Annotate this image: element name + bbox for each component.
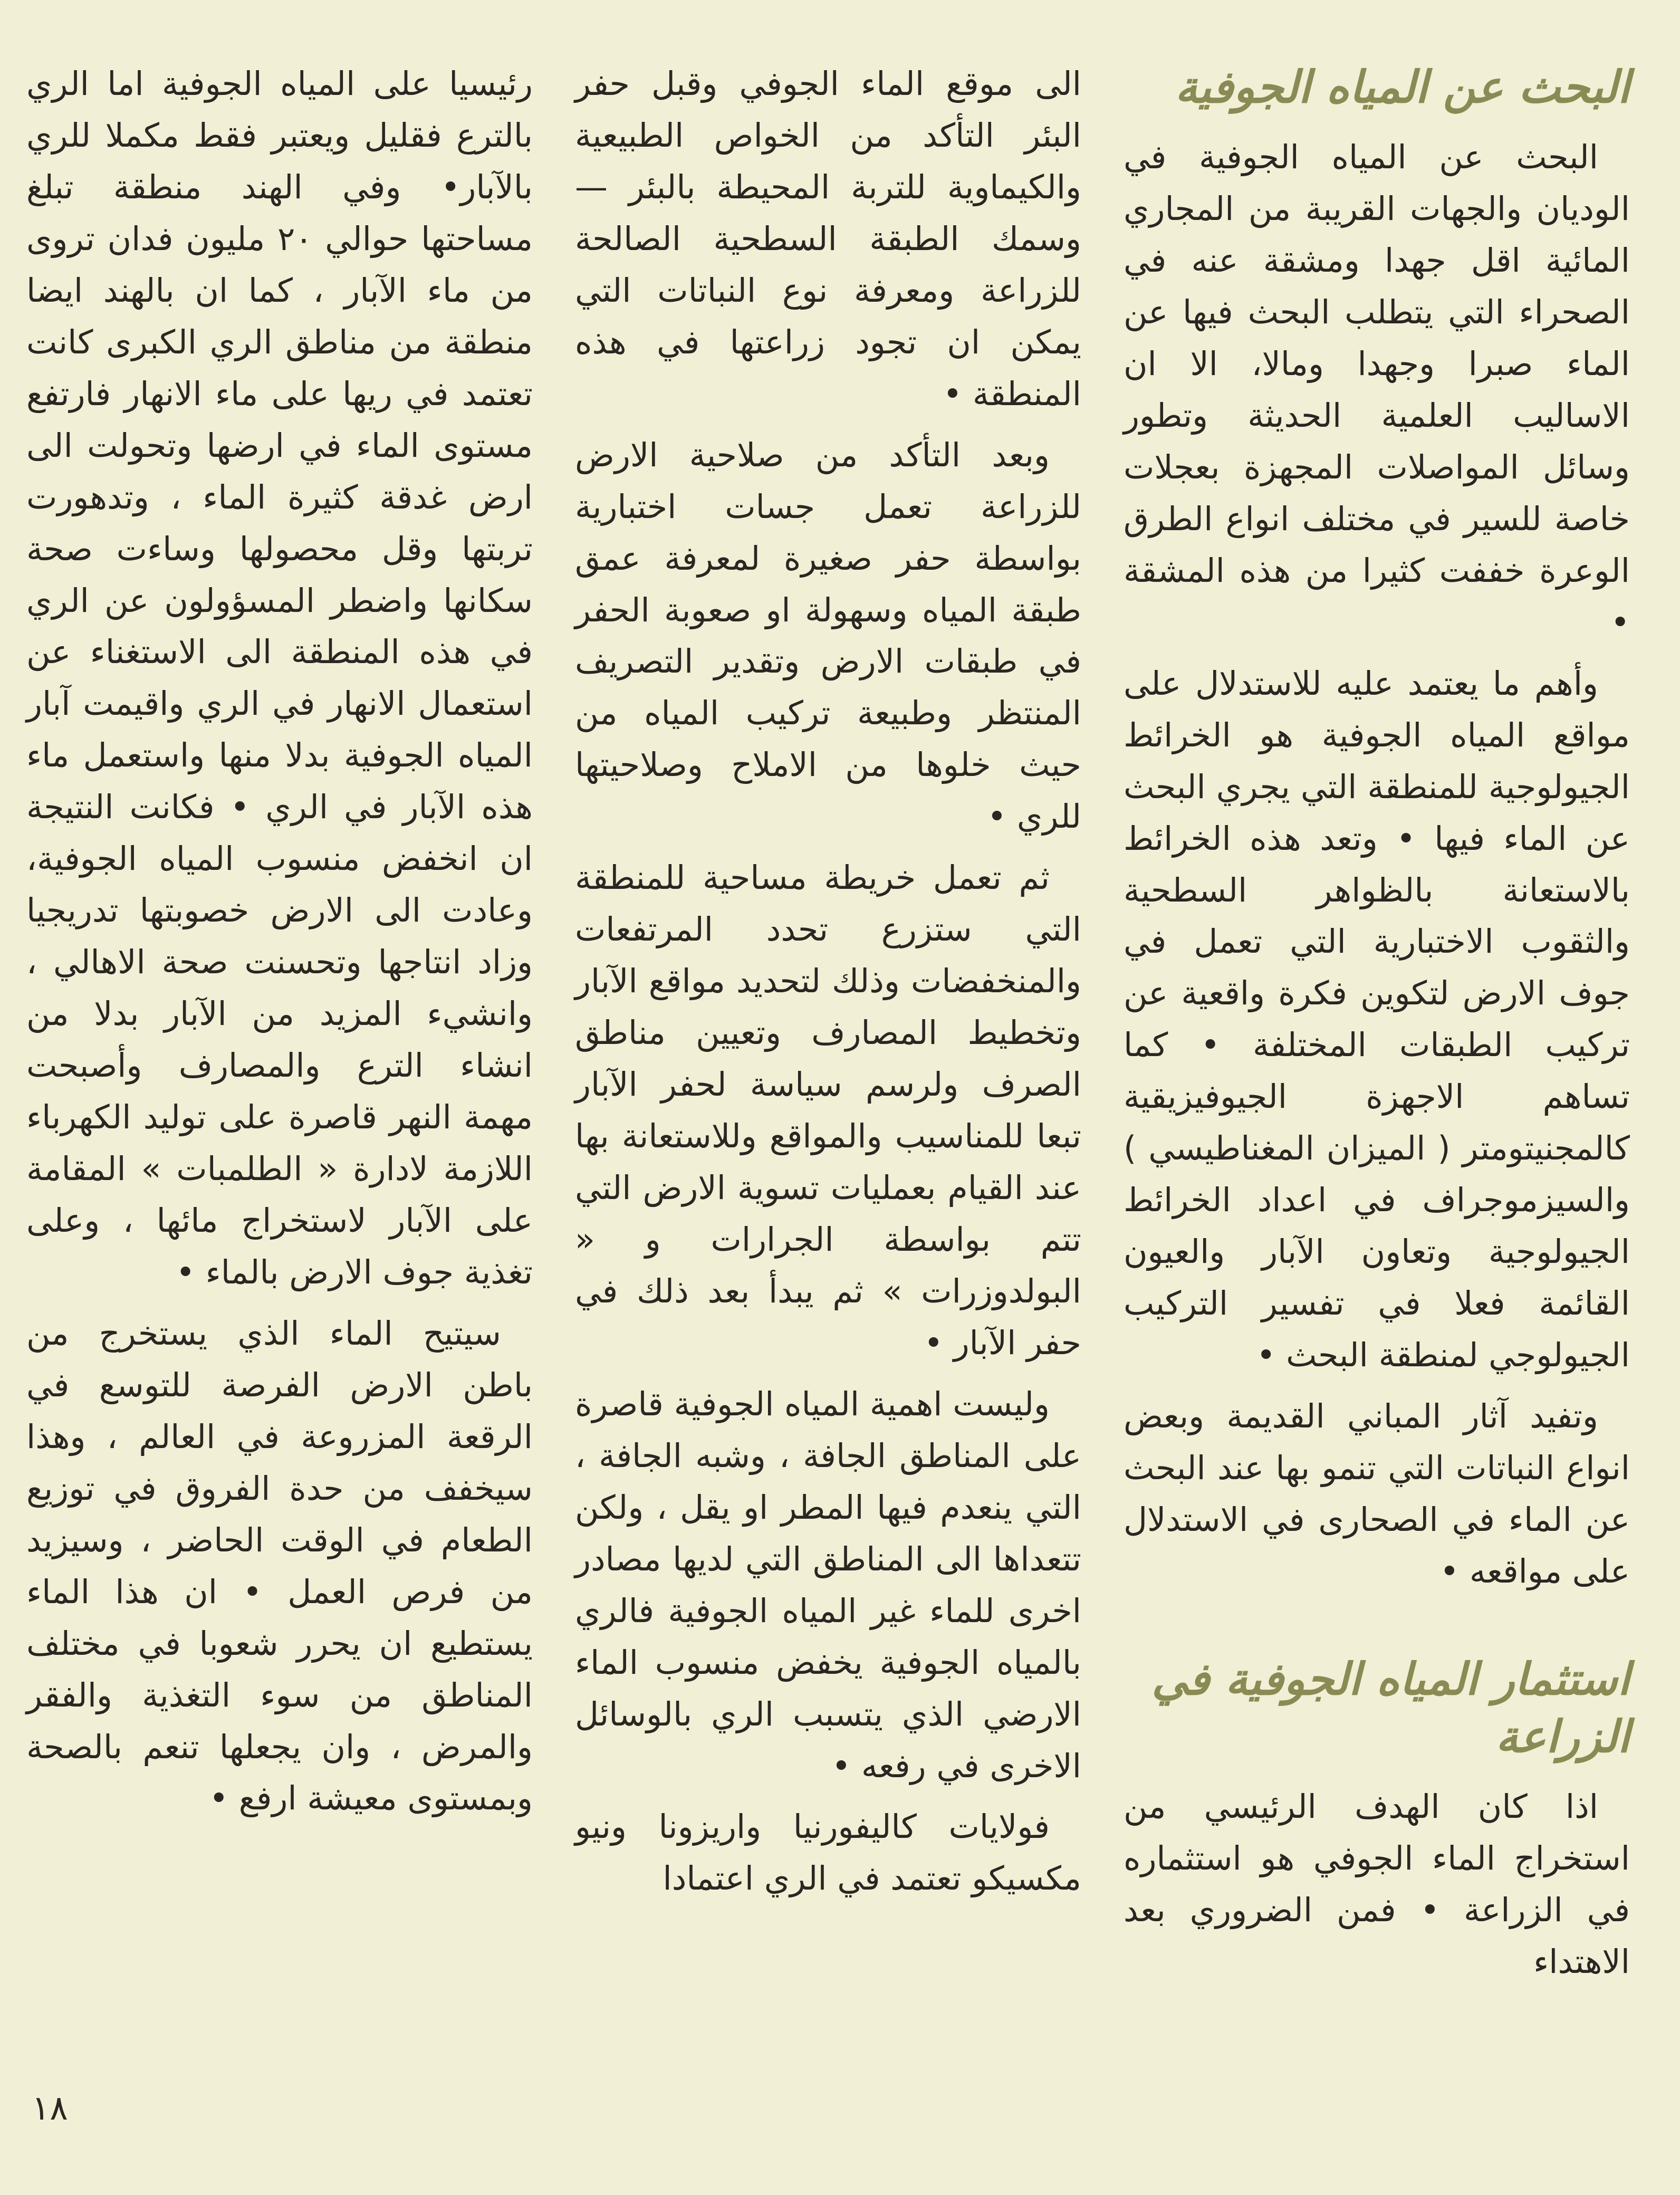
section-heading-groundwater-agriculture: استثمار المياه الجوفية في الزراعة: [1151, 1652, 1630, 1763]
paragraph: الى موقع الماء الجوفي وقبل حفر البئر التأكد من الخواص الطبيعية والكيماوية للتربة المحيطة بالبئر — وسمك الطبقة السطحية الصالحة للزراعة ومعرفة نوع النباتات التي يمكن ان تجود زراعتها في هذه المنطقة •: [575, 64, 1081, 413]
column-middle: [575, 58, 1081, 1914]
paragraph: وأهم ما يعتمد عليه للاستدلال على مواقع المياه الجوفية هو الخرائط الجيولوجية للمنطقة التي يجري البحث عن الماء فيها • وتعد هذه الخرائط بالاستعانة بالظواهر السطحية والثقوب الاختبارية التي تعمل في جوف الارض لتكوين فكرة واقعية عن تركيب الطبقات المختلفة • كما تساهم الاجهزة الجيوفيزيقية كالمجنيتومتر ( الميزان المغناطيسي ) والسيزموجراف في اعداد الخرائط الجيولوجية وتعاون الآبار والعيون القائمة فعلا في تفسير التركيب الجيولوجي لمنطقة البحث •: [1124, 664, 1630, 1375]
paragraph: سيتيح الماء الذي يستخرج من باطن الارض الفرصة للتوسع في الرقعة المزروعة في العالم ، وهذا سيخفف من حدة الفروق في توزيع الطعام في الوقت الحاضر ، وسيزيد من فرص العمل • ان هذا الماء يستطيع ان يحرر شعوبا في مختلف المناطق من سوء التغذية والفقر والمرض ، وان يجعلها تنعم بالصحة وبمستوى معيشة ارفع •: [26, 1314, 533, 1818]
paragraph: وليست اهمية المياه الجوفية قاصرة على المناطق الجافة ، وشبه الجافة ، التي ينعدم فيها المطر او يقل ، ولكن تتعداها الى المناطق التي لديها مصادر اخرى للماء غير المياه الجوفية فالري بالمياه الجوفية يخفض منسوب الماء الارضي الذي يتسبب الري بالوسائل الاخرى في رفعه •: [575, 1384, 1081, 1785]
paragraph: ثم تعمل خريطة مساحية للمنطقة التي ستزرع تحدد المرتفعات والمنخفضات وذلك لتحديد مواقع الآبار وتخطيط المصارف وتعيين مناطق الصرف ولرسم سياسة لحفر الآبار تبعا للمناسيب والمواقع وللاستعانة بها عند القيام بعمليات تسوية الارض التي تتم بواسطة الجرارات و « البولدوزرات » ثم يبدأ بعد ذلك في حفر الآبار •: [575, 858, 1081, 1362]
paragraph: فولايات كاليفورنيا واريزونا ونيو مكسيكو تعتمد في الري اعتمادا: [575, 1807, 1081, 1898]
paragraph: البحث عن المياه الجوفية في الوديان والجهات القريبة من المجاري المائية اقل جهدا ومشقة عنه في الصحراء التي يتطلب البحث فيها عن الماء صبرا وجهدا ومالا، الا ان الاساليب العلمية الحديثة وتطور وسائل المواصلات المجهزة بعجلات خاصة للسير في مختلف انواع الطرق الوعرة خففت كثيرا من هذه المشقة •: [1124, 138, 1630, 641]
section-heading-groundwater-search: البحث عن المياه الجوفية: [1175, 61, 1630, 113]
column-right: [1124, 58, 1630, 1997]
paragraph: وتفيد آثار المباني القديمة وبعض انواع النباتات التي تنمو بها عند البحث عن الماء في الصحارى في الاستدلال على مواقعه •: [1124, 1397, 1630, 1590]
paragraph: رئيسيا على المياه الجوفية اما الري بالترع فقليل ويعتبر فقط مكملا للري بالآبار• وفي الهند منطقة تبلغ مساحتها حوالي ٢٠ مليون فدان تروى من ماء الآبار ، كما ان بالهند ايضا منطقة من مناطق الري الكبرى كانت تعتمد في ريها على ماء الانهار فارتفع مستوى الماء في ارضها وتحولت الى ارض غدقة كثيرة الماء ، وتدهورت تربتها وقل محصولها وساءت صحة سكانها واضطر المسؤولون عن الري في هذه المنطقة الى الاستغناء عن استعمال الانهار في الري واقيمت آبار المياه الجوفية بدلا منها واستعمل ماء هذه الآبار في الري • فكانت النتيجة ان انخفض منسوب المياه الجوفية، وعادت الى الارض خصوبتها تدريجيا وزاد انتاجها وتحسنت صحة الاهالي ، وانشيء المزيد من الآبار بدلا من انشاء الترع والمصارف وأصبحت مهمة النهر قاصرة على توليد الكهرباء اللازمة لادارة « الطلمبات » المقامة على الآبار لاستخراج مائها ، وعلى تغذية جوف الارض بالماء •: [26, 64, 533, 1291]
paragraph: وبعد التأكد من صلاحية الارض للزراعة تعمل جسات اختبارية بواسطة حفر صغيرة لمعرفة عمق طبقة المياه وسهولة او صعوبة الحفر في طبقات الارض وتقدير التصريف المنتظر وطبيعة تركيب المياه من حيث خلوها من الاملاح وصلاحيتها للري •: [575, 435, 1081, 836]
page-number: ١٨: [32, 2089, 68, 2128]
paragraph: اذا كان الهدف الرئيسي من استخراج الماء الجوفي هو استثماره في الزراعة • فمن الضروري بعد الاهتداء: [1124, 1787, 1630, 1981]
column-left: [26, 58, 533, 1834]
